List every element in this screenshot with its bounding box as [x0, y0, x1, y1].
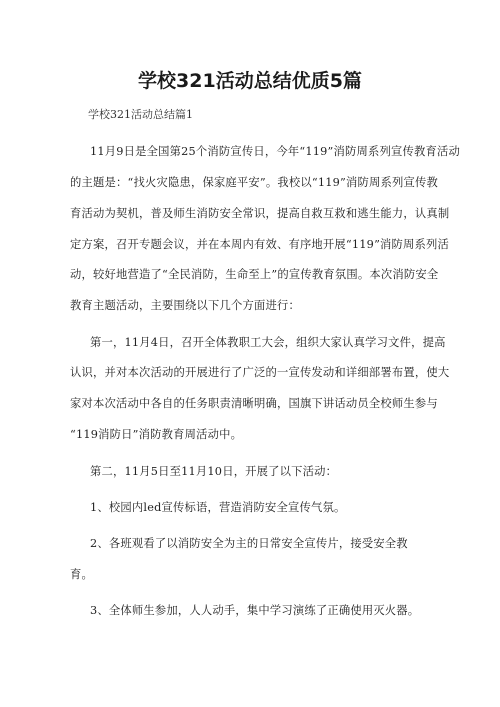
paragraph-line: 定方案，召开专题会议，并在本周内有效、有序地开展“119”消防周系列活 — [70, 238, 450, 251]
list-item: 3、全体师生参加，人人动手，集中学习演练了正确使用灭火器。 — [90, 604, 420, 617]
paragraph-line: 的主题是：“找火灾隐患，保家庭平安”。我校以“119”消防周系列宣传教 — [70, 176, 438, 189]
document-title: 学校321活动总结优质5篇 — [138, 70, 362, 92]
paragraph-line: 家对本次活动中各自的任务职责清晰明确，国旗下讲话动员全校师生参与 — [70, 397, 438, 410]
paragraph-line: 11月9日是全国第25个消防宣传日，今年“119”消防周系列宣传教育活动 — [90, 145, 460, 158]
list-item: 1、校园内led宣传标语，营造消防安全宣传气氛。 — [90, 501, 346, 514]
paragraph-line: 育活动为契机，普及师生消防安全常识，提高自救互救和逃生能力，认真制 — [70, 207, 450, 220]
paragraph-line: 育。 — [70, 568, 93, 581]
paragraph-line: 教育主题活动，主要围绕以下几个方面进行： — [70, 299, 300, 312]
paragraph-line: 第一，11月4日，召开全体教职工大会，组织大家认真学习文件，提高 — [90, 336, 446, 349]
document-subtitle: 学校321活动总结篇1 — [88, 108, 193, 121]
list-item: 2、各班观看了以消防安全为主的日常安全宣传片，接受安全教 — [90, 537, 408, 550]
paragraph-line: 认识，并对本次活动的开展进行了广泛的一宣传发动和详细部署布置，使大 — [70, 366, 450, 379]
paragraph-line: 第二，11月5日至11月10日，开展了以下活动： — [90, 465, 338, 478]
paragraph-line: 动，较好地营造了“全民消防，生命至上”的宣传教育氛围。本次消防安全 — [70, 268, 439, 281]
paragraph-line: “119消防日”消防教育周活动中。 — [70, 428, 243, 441]
